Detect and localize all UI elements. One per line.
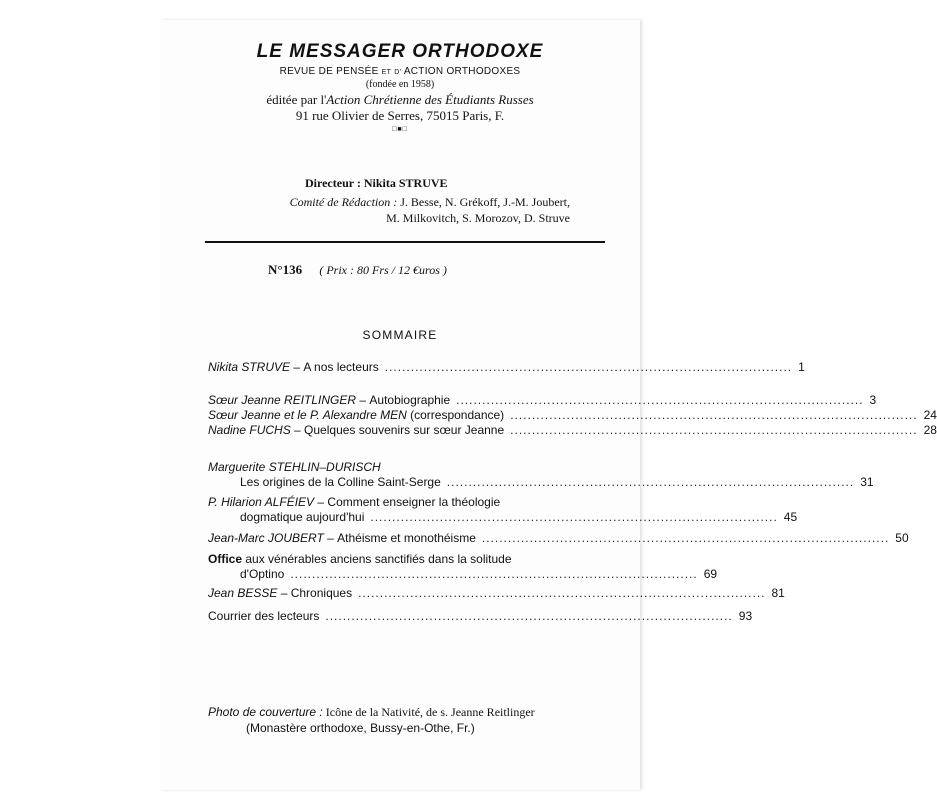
page-number: 28 bbox=[923, 423, 937, 437]
divider bbox=[205, 241, 605, 243]
masthead bbox=[0, 40, 800, 133]
list-item: P. Hilarion ALFÉIEV – Comment enseigner la théologie dogmatique aujourd'hui .............................................................................................. 45 bbox=[208, 495, 798, 524]
page-number: 93 bbox=[738, 609, 753, 623]
list-item: Jean-Marc JOUBERT – Athéisme et monothéisme .............................................................................................. 50 bbox=[208, 531, 909, 545]
list-item: Sœur Jeanne et le P. Alexandre MEN (correspondance) .............................................................................................. 24 bbox=[208, 408, 937, 422]
list-item: Marguerite STEHLIN–DURISCH Les origines de la Colline Saint-Serge .............................................................................................. 31 bbox=[208, 460, 874, 489]
journal-subtitle: REVUE DE PENSÉE ET D' ACTION ORTHODOXES bbox=[279, 66, 521, 77]
list-item: Nadine FUCHS – Quelques souvenirs sur sœur Jeanne .............................................................................................. 28 bbox=[208, 423, 937, 437]
page-number: 3 bbox=[869, 393, 877, 407]
page-number: 24 bbox=[923, 408, 937, 422]
journal-title: LE MESSAGER ORTHODOXE bbox=[256, 41, 544, 62]
list-item: Office aux vénérables anciens sanctifiés dans la solitude d'Optino .............................................................................................. 69 bbox=[208, 552, 718, 581]
page-number: 69 bbox=[703, 567, 718, 581]
list-item: Courrier des lecteurs .............................................................................................. 93 bbox=[208, 609, 753, 623]
issue-number: N°136 bbox=[268, 262, 303, 277]
founded-note: (fondée en 1958) bbox=[365, 79, 435, 90]
cover-credit: Photo de couverture : Icône de la Nativité, de s. Jeanne Reitlinger (Monastère orthodoxe, Bussy-en-Othe, Fr.) bbox=[208, 705, 535, 735]
page-number: 31 bbox=[860, 475, 874, 489]
publisher-address: 91 rue Olivier de Serres, 75015 Paris, F. bbox=[295, 108, 505, 123]
issue-price: ( Prix : 80 Frs / 12 €uros ) bbox=[319, 263, 447, 277]
list-item: Nikita STRUVE – A nos lecteurs .............................................................................................. 1 bbox=[208, 360, 805, 374]
list-item: Sœur Jeanne REITLINGER – Autobiographie .............................................................................................. 3 bbox=[208, 393, 877, 407]
page-number: 81 bbox=[771, 586, 785, 600]
page-number: 45 bbox=[783, 510, 798, 524]
contents-heading: SOMMAIRE bbox=[362, 328, 438, 342]
editorial-committee: Comité de Rédaction : J. Besse, N. Grékoff, J.-M. Joubert, M. Milkovitch, S. Morozov, D. Struve bbox=[289, 195, 570, 225]
director-line: Directeur : Nikita STRUVE bbox=[305, 176, 448, 190]
page-number: 1 bbox=[798, 360, 805, 374]
list-item: Jean BESSE – Chroniques .............................................................................................. 81 bbox=[208, 586, 785, 600]
issue-info bbox=[268, 262, 447, 278]
ornament-icon: □■□ bbox=[392, 125, 408, 133]
publisher-line: éditée par l'Action Chrétienne des Étudiants Russes bbox=[266, 92, 534, 107]
page-number: 50 bbox=[895, 531, 909, 545]
